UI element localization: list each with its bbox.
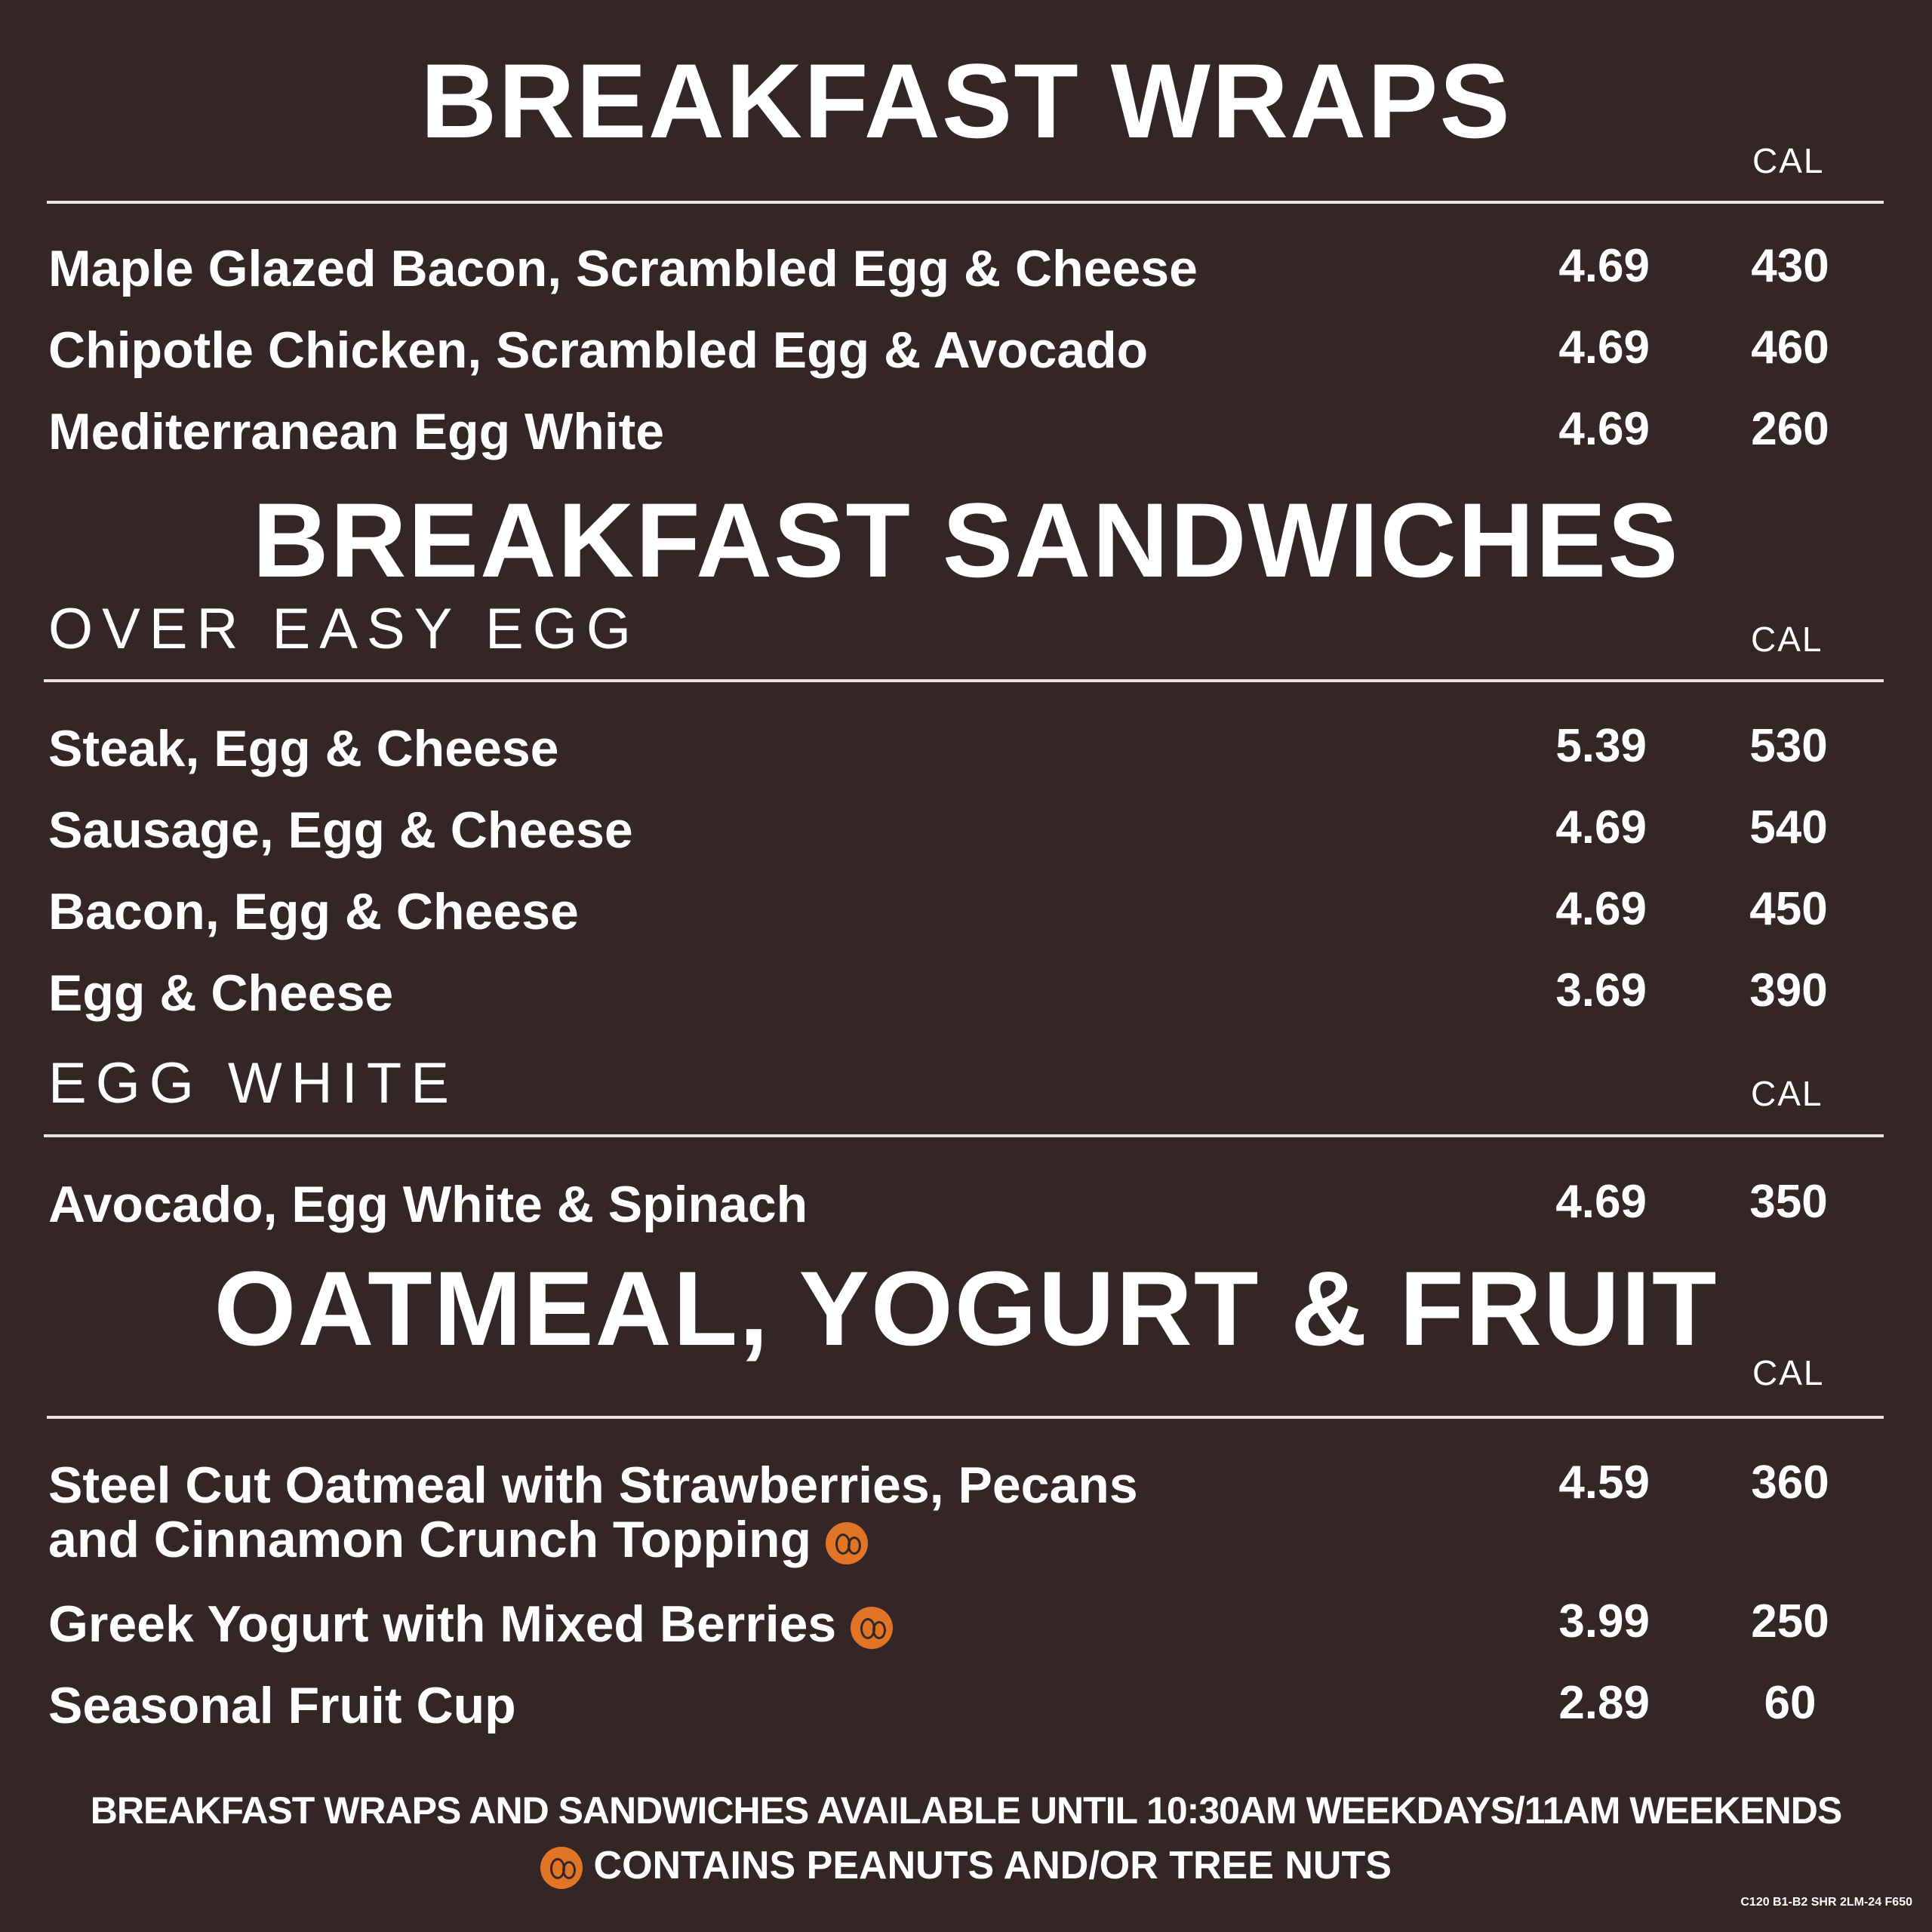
peanut-icon <box>826 1522 868 1564</box>
menu-item-name-line2: and Cinnamon Crunch Topping <box>48 1511 812 1568</box>
menu-item-name: Sausage, Egg & Cheese <box>48 801 633 859</box>
allergen-note-text: CONTAINS PEANUTS AND/OR TREE NUTS <box>593 1844 1392 1887</box>
divider <box>44 679 1884 682</box>
menu-item-name: Maple Glazed Bacon, Scrambled Egg & Cheese <box>48 240 1198 297</box>
menu-item-calories: 460 <box>1751 321 1829 374</box>
cal-header: CAL <box>1751 620 1823 659</box>
section-title-wraps: BREAKFAST WRAPS <box>420 42 1512 160</box>
menu-item-price: 3.99 <box>1558 1595 1650 1647</box>
menu-item-name: Steel Cut Oatmeal with Strawberries, Pecans <box>48 1457 1138 1514</box>
menu-item-calories: 540 <box>1749 801 1828 854</box>
menu-item-name: Seasonal Fruit Cup <box>48 1677 516 1734</box>
menu-item-name: Avocado, Egg White & Spinach <box>48 1176 808 1233</box>
cal-header: CAL <box>1752 1353 1825 1392</box>
menu-item-price: 4.69 <box>1555 801 1647 854</box>
subsection-title-over-easy: OVER EASY EGG <box>48 597 640 661</box>
menu-item-name: Steak, Egg & Cheese <box>48 720 559 777</box>
menu-item-price: 4.69 <box>1555 1176 1647 1228</box>
divider <box>44 1134 1884 1137</box>
section-title-oatmeal: OATMEAL, YOGURT & FRUIT <box>214 1249 1718 1367</box>
availability-note: BREAKFAST WRAPS AND SANDWICHES AVAILABLE UNTIL 10:30AM WEEKDAYS/11AM WEEKENDS <box>90 1789 1842 1832</box>
menu-item-price: 4.59 <box>1558 1457 1650 1509</box>
menu-item-name: Greek Yogurt with Mixed Berries <box>48 1595 837 1653</box>
menu-item-name: Mediterranean Egg White <box>48 403 665 460</box>
peanut-icon <box>851 1607 893 1649</box>
menu-item-calories: 390 <box>1749 964 1828 1017</box>
menu-item-price: 4.69 <box>1558 240 1650 292</box>
menu-item-price: 3.69 <box>1555 964 1647 1017</box>
menu-item-name: Egg & Cheese <box>48 964 394 1022</box>
menu-item-calories: 360 <box>1751 1457 1829 1509</box>
menu-item-name-continued <box>48 1511 868 1568</box>
divider <box>47 1416 1884 1419</box>
menu-item-calories: 430 <box>1751 240 1829 292</box>
menu-item-calories: 250 <box>1751 1595 1829 1647</box>
allergen-note <box>0 1846 1932 1889</box>
menu-item-name: Bacon, Egg & Cheese <box>48 883 579 940</box>
menu-item-price: 4.69 <box>1558 321 1650 374</box>
section-title-sandwiches: BREAKFAST SANDWICHES <box>252 481 1680 599</box>
menu-item-calories: 530 <box>1749 720 1828 772</box>
menu-item-calories: 60 <box>1764 1677 1817 1729</box>
divider <box>47 201 1884 204</box>
menu-item-price: 5.39 <box>1555 720 1647 772</box>
menu-item-calories: 260 <box>1751 403 1829 455</box>
cal-header: CAL <box>1751 1074 1823 1113</box>
menu-item-calories: 450 <box>1749 883 1828 935</box>
cal-header: CAL <box>1752 141 1825 180</box>
menu-item-price: 4.69 <box>1558 403 1650 455</box>
menu-item-price: 4.69 <box>1555 883 1647 935</box>
menu-item-price: 2.89 <box>1558 1677 1650 1729</box>
peanut-icon <box>540 1847 583 1889</box>
menu-item-calories: 350 <box>1749 1176 1828 1228</box>
menu-item-name-row <box>48 1595 893 1653</box>
subsection-title-egg-white: EGG WHITE <box>48 1051 458 1115</box>
sign-code: C120 B1-B2 SHR 2LM-24 F650 <box>1740 1896 1912 1909</box>
menu-item-name: Chipotle Chicken, Scrambled Egg & Avocado <box>48 321 1149 379</box>
